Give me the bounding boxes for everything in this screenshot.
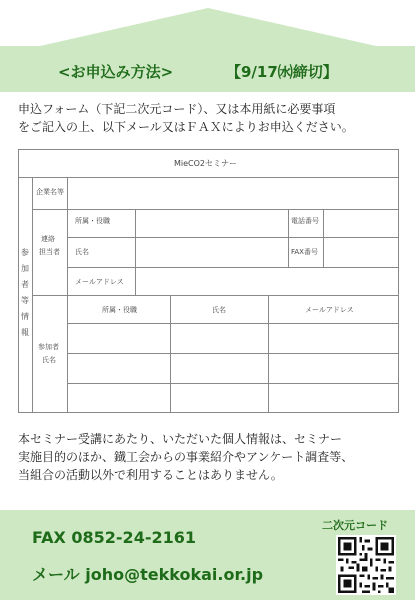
participant-label: 氏名 bbox=[42, 356, 56, 364]
fax-number: FAX 0852-24-2161 bbox=[32, 528, 196, 547]
deadline: 【9/17㈬締切】 bbox=[226, 63, 338, 81]
participant-info-label: 参加者等情報 bbox=[21, 248, 29, 337]
company-label: 企業名等 bbox=[36, 188, 64, 196]
intro-text bbox=[18, 100, 408, 136]
application-form bbox=[18, 149, 399, 413]
name-label: 氏名 bbox=[75, 248, 89, 256]
col-email: メールアドレス bbox=[305, 306, 354, 314]
notice-line: 本セミナー受講にあたり、いただいた個人情報は、セミナー bbox=[18, 432, 343, 446]
contact-label: 担当者 bbox=[39, 248, 60, 256]
notice-line: 当組合の活動以外で利用することはありません。 bbox=[18, 468, 283, 482]
email-label: メールアドレス bbox=[75, 278, 124, 286]
intro-line: 申込フォーム（下記二次元コード）、又は本用紙に必要事項 bbox=[18, 102, 336, 116]
affiliation-label: 所属・役職 bbox=[75, 217, 110, 225]
participant-label: 参加者 bbox=[38, 343, 59, 351]
col-name: 氏名 bbox=[212, 306, 226, 314]
qr-code-icon[interactable] bbox=[336, 535, 396, 595]
form-title: MieCO2セミナー bbox=[174, 159, 238, 168]
email-address[interactable]: メール joho@tekkokai.or.jp bbox=[32, 565, 264, 584]
contact-label: 連絡 bbox=[41, 235, 55, 243]
notice-line: 実施目的のほか、鐡工会からの事業紹介やアンケート調査等、 bbox=[18, 450, 354, 464]
fax-label: FAX番号 bbox=[291, 248, 318, 256]
col-affiliation: 所属・役職 bbox=[102, 306, 137, 314]
intro-line: をご記入の上、以下メール又はＦＡＸによりお申込ください。 bbox=[18, 120, 354, 134]
qr-label: 二次元コード bbox=[322, 519, 388, 532]
header-title: <お申込み方法> bbox=[58, 63, 174, 81]
privacy-notice bbox=[18, 430, 408, 484]
down-arrow-decoration bbox=[0, 0, 415, 46]
phone-label: 電話番号 bbox=[291, 217, 319, 225]
